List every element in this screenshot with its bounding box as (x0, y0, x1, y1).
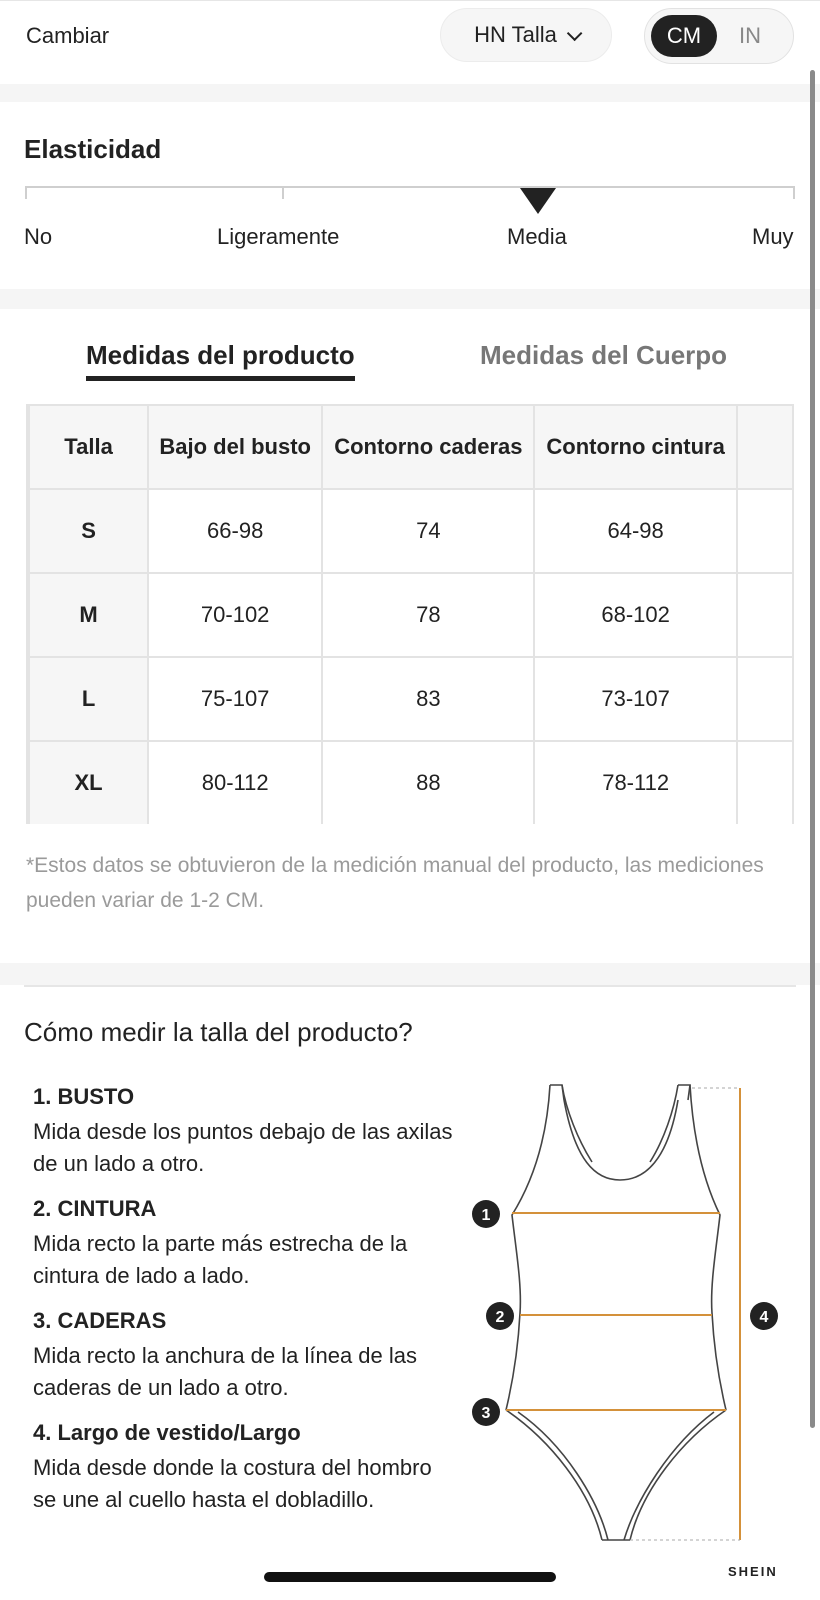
chevron-down-icon (567, 25, 583, 41)
table-cell: 78-112 (534, 741, 736, 824)
elasticity-title: Elasticidad (24, 134, 162, 164)
tab-product-measurements[interactable]: Medidas del producto (86, 340, 355, 370)
table-cell: 78 (322, 573, 534, 657)
marker-3-icon (472, 1398, 500, 1426)
marker-label: 2 (495, 1309, 505, 1326)
brand-logo: SHEIN (728, 1564, 778, 1579)
size-region-dropdown[interactable] (440, 8, 612, 62)
table-cell: 80-112 (148, 741, 322, 824)
size-region-label: HN Talla (474, 22, 557, 47)
table-cell: 74 (322, 489, 534, 573)
step-title-length: 4. Largo de vestido/Largo (33, 1420, 301, 1445)
change-button[interactable]: Cambiar (26, 23, 110, 48)
scale-tick (282, 186, 284, 199)
marker-label: 1 (481, 1207, 491, 1224)
table-header-cell: Contorno caderas (322, 405, 534, 489)
size-cell: M (29, 573, 148, 657)
scale-tick (793, 186, 795, 199)
measurement-steps (33, 1082, 453, 1530)
section-separator (0, 84, 820, 102)
table-cell: 70-102 (148, 573, 322, 657)
table-cell: 73-107 (534, 657, 736, 741)
section-separator (0, 963, 820, 985)
table-row (29, 657, 793, 741)
table-row (29, 573, 793, 657)
elasticity-level-medium: Media (507, 224, 567, 249)
step-title-waist: 2. CINTURA (33, 1196, 157, 1221)
table-cell: 64-98 (534, 489, 736, 573)
table-header-cell: Contorno cintura (534, 405, 736, 489)
marker-1-icon (472, 1200, 500, 1228)
elasticity-level-very: Muy (752, 224, 794, 249)
size-table[interactable] (26, 404, 794, 824)
table-cell (737, 489, 793, 573)
marker-label: 4 (759, 1309, 769, 1326)
step-desc-bust: Mida desde los puntos debajo de las axilas de un lado a otro. (33, 1119, 453, 1176)
table-cell (737, 741, 793, 824)
unit-cm-option[interactable]: CM (651, 15, 717, 57)
step-desc-length: Mida desde donde la costura del hombro se une al cuello hasta el dobladillo. (33, 1455, 432, 1512)
top-bar (0, 0, 820, 84)
marker-label: 3 (481, 1405, 491, 1422)
step-desc-waist: Mida recto la parte más estrecha de la cintura de lado a lado. (33, 1231, 408, 1288)
how-to-measure-title: Cómo medir la talla del producto? (24, 1017, 413, 1047)
table-cell: 88 (322, 741, 534, 824)
table-cell (737, 657, 793, 741)
measurement-note: *Estos datos se obtuvieron de la medición manual del producto, las mediciones pueden variar de 1-2 CM. (26, 854, 764, 912)
size-cell: L (29, 657, 148, 741)
table-header-cell (737, 405, 793, 489)
elasticity-level-slight: Ligeramente (217, 224, 340, 249)
unit-toggle[interactable] (644, 8, 794, 64)
step-title-bust: 1. BUSTO (33, 1084, 135, 1109)
table-cell (737, 573, 793, 657)
divider (24, 985, 796, 987)
size-cell: S (29, 489, 148, 573)
step-title-hips: 3. CADERAS (33, 1308, 167, 1333)
table-header-cell: Talla (29, 405, 148, 489)
marker-2-icon (486, 1302, 514, 1330)
table-header-cell: Bajo del busto (148, 405, 322, 489)
table-cell: 75-107 (148, 657, 322, 741)
home-indicator[interactable] (264, 1572, 556, 1582)
bodysuit-diagram-icon (470, 1080, 800, 1600)
section-separator (0, 289, 820, 309)
tab-body-measurements[interactable]: Medidas del Cuerpo (480, 340, 728, 370)
scale-tick (25, 186, 27, 199)
unit-in-option[interactable]: IN (739, 23, 761, 48)
elasticity-pointer-icon (520, 188, 556, 214)
size-cell: XL (29, 741, 148, 824)
table-row (29, 741, 793, 824)
scrollbar[interactable] (810, 70, 815, 1428)
table-cell: 68-102 (534, 573, 736, 657)
step-desc-hips: Mida recto la anchura de la línea de las caderas de un lado a otro. (33, 1343, 418, 1400)
elasticity-level-no: No (24, 224, 53, 249)
elasticity-scale (25, 186, 795, 188)
table-cell: 66-98 (148, 489, 322, 573)
table-header-row (29, 405, 793, 489)
marker-4-icon (750, 1302, 778, 1330)
table-cell: 83 (322, 657, 534, 741)
table-row (29, 489, 793, 573)
